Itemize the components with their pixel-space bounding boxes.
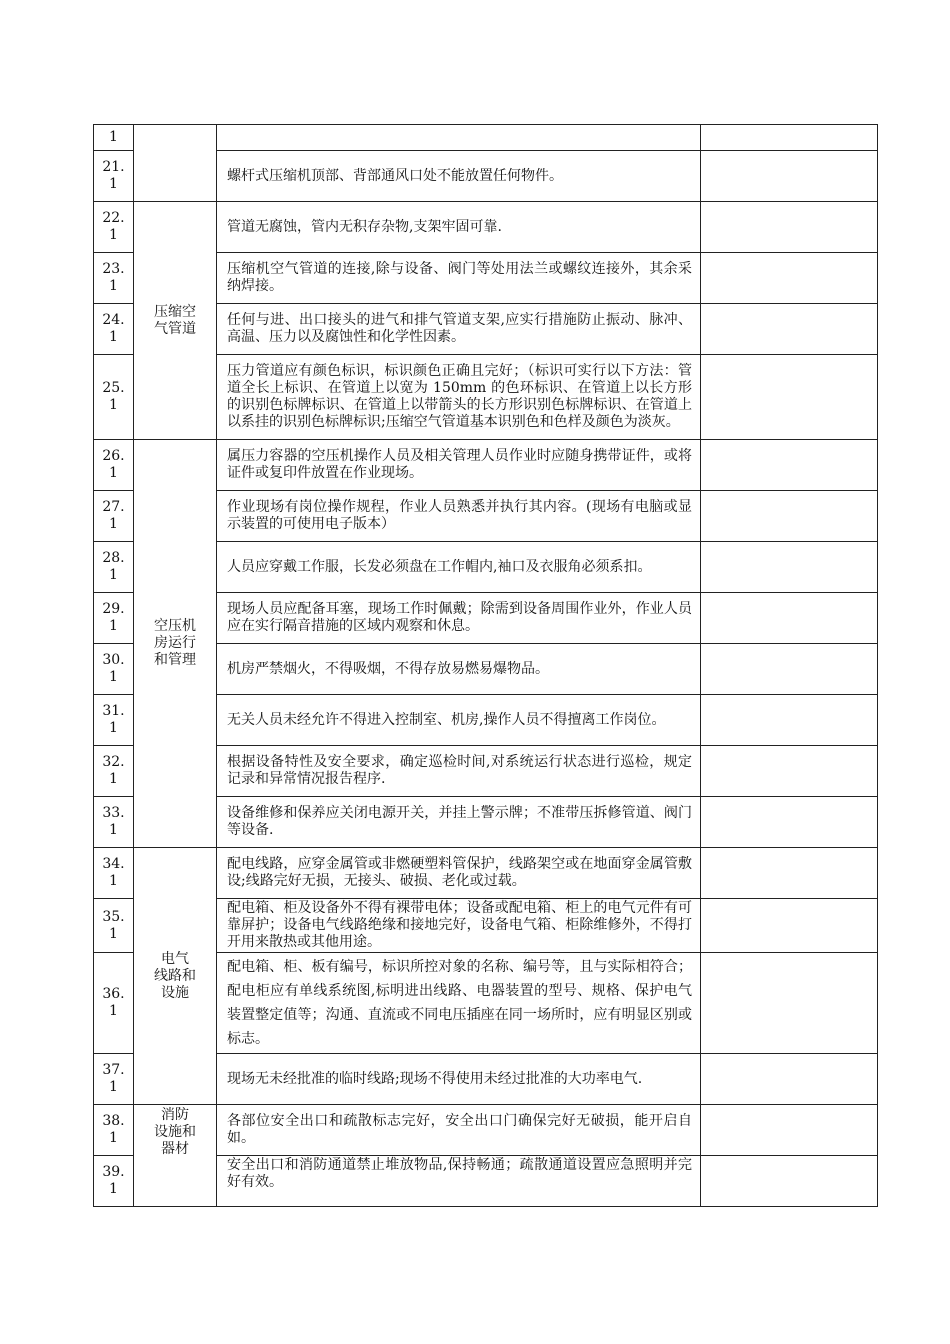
requirement-text	[217, 125, 701, 151]
requirement-text: 任何与进、出口接头的进气和排气管道支架,应实行措施防止振动、脉冲、高温、压力以及腐蚀性和化学性因素。	[217, 304, 701, 355]
requirement-text: 现场人员应配备耳塞，现场工作时佩戴；除需到设备周围作业外，作业人员应在实行隔音措施的区域内观察和休息。	[217, 593, 701, 644]
remark-cell	[701, 593, 878, 644]
remark-cell	[701, 953, 878, 1054]
remark-cell	[701, 1156, 878, 1207]
row-number: 24. 1	[94, 304, 134, 355]
row-number: 34. 1	[94, 848, 134, 899]
row-number: 21. 1	[94, 151, 134, 202]
remark-cell	[701, 304, 878, 355]
requirement-text: 无关人员未经允许不得进入控制室、机房,操作人员不得擅离工作岗位。	[217, 695, 701, 746]
row-number: 30. 1	[94, 644, 134, 695]
remark-cell	[701, 848, 878, 899]
remark-cell	[701, 202, 878, 253]
requirement-text: 现场无未经批准的临时线路;现场不得使用未经过批准的大功率电气.	[217, 1054, 701, 1105]
remark-cell	[701, 746, 878, 797]
table-row	[94, 125, 878, 151]
requirement-text: 人员应穿戴工作服，长发必须盘在工作帽内,袖口及衣服角必须系扣。	[217, 542, 701, 593]
row-number: 23. 1	[94, 253, 134, 304]
row-number: 39. 1	[94, 1156, 134, 1207]
requirement-text: 配电箱、柜、板有编号，标识所控对象的名称、编号等，且与实际相符合；配电柜应有单线系统图,标明进出线路、电器装置的型号、规格、保护电气装置整定值等；沟通、直流或不同电压插座在同一场所时，应有明显区别或标志。	[217, 953, 701, 1054]
requirement-text: 机房严禁烟火，不得吸烟，不得存放易燃易爆物品。	[217, 644, 701, 695]
remark-cell	[701, 542, 878, 593]
row-number: 25. 1	[94, 355, 134, 440]
row-number: 35. 1	[94, 899, 134, 953]
requirement-text: 压力管道应有颜色标识，标识颜色正确且完好；（标识可实行以下方法：管道全长上标识、在管道上以宽为 150mm 的色环标识、在管道上以长方形的识别色标牌标识、在管道上以带箭头的长方形识别色标牌标识、在管道上以系挂的识别色标牌标识;压缩空气管道基本识别色和色样及颜色为淡灰。	[217, 355, 701, 440]
remark-cell	[701, 644, 878, 695]
table-row	[94, 1105, 878, 1156]
requirement-text: 作业现场有岗位操作规程，作业人员熟悉并执行其内容。(现场有电脑或显示装置的可使用电子版本）	[217, 491, 701, 542]
remark-cell	[701, 440, 878, 491]
remark-cell	[701, 899, 878, 953]
remark-cell	[701, 695, 878, 746]
table-row	[94, 202, 878, 253]
requirement-text: 压缩机空气管道的连接,除与设备、阀门等处用法兰或螺纹连接外，其余采纳焊接。	[217, 253, 701, 304]
requirement-text: 根据设备特性及安全要求，确定巡检时间,对系统运行状态进行巡检，规定记录和异常情况报告程序.	[217, 746, 701, 797]
remark-cell	[701, 125, 878, 151]
category-fire-equipment: 消防 设施和 器材	[134, 1105, 217, 1207]
category-compressed-air-pipe: 压缩空 气管道	[134, 202, 217, 440]
remark-cell	[701, 491, 878, 542]
row-number: 32. 1	[94, 746, 134, 797]
requirement-text: 属压力容器的空压机操作人员及相关管理人员作业时应随身携带证件，或将证件或复印件放置在作业现场。	[217, 440, 701, 491]
category-cell-empty	[134, 125, 217, 202]
requirement-text: 设备维修和保养应关闭电源开关，并挂上警示牌；不准带压拆修管道、阀门等设备.	[217, 797, 701, 848]
requirement-text: 配电线路，应穿金属管或非燃硬塑料管保护，线路架空或在地面穿金属管敷设;线路完好无损，无接头、破损、老化或过载。	[217, 848, 701, 899]
row-number: 31. 1	[94, 695, 134, 746]
category-machine-room-operation: 空压机 房运行 和管理	[134, 440, 217, 848]
remark-cell	[701, 253, 878, 304]
row-number: 26. 1	[94, 440, 134, 491]
remark-cell	[701, 355, 878, 440]
row-number: 1	[94, 125, 134, 151]
row-number: 29. 1	[94, 593, 134, 644]
row-number: 33. 1	[94, 797, 134, 848]
requirement-text: 安全出口和消防通道禁止堆放物品,保持畅通；疏散通道设置应急照明并完好有效。	[217, 1156, 701, 1207]
requirement-text: 管道无腐蚀，管内无积存杂物,支架牢固可靠.	[217, 202, 701, 253]
requirement-text: 配电箱、柜及设备外不得有裸带电体；设备或配电箱、柜上的电气元件有可靠屏护；设备电气线路绝缘和接地完好，设备电气箱、柜除维修外，不得打开用来散热或其他用途。	[217, 899, 701, 953]
requirement-text: 各部位安全出口和疏散标志完好，安全出口门确保完好无破损，能开启自如。	[217, 1105, 701, 1156]
remark-cell	[701, 1054, 878, 1105]
table-row	[94, 440, 878, 491]
remark-cell	[701, 151, 878, 202]
row-number: 37. 1	[94, 1054, 134, 1105]
row-number: 22. 1	[94, 202, 134, 253]
remark-cell	[701, 1105, 878, 1156]
row-number: 36. 1	[94, 953, 134, 1054]
table-row	[94, 848, 878, 899]
row-number: 38. 1	[94, 1105, 134, 1156]
remark-cell	[701, 797, 878, 848]
inspection-table	[93, 124, 878, 1207]
category-electrical-lines: 电气 线路和 设施	[134, 848, 217, 1105]
row-number: 28. 1	[94, 542, 134, 593]
requirement-text: 螺杆式压缩机顶部、背部通风口处不能放置任何物件。	[217, 151, 701, 202]
row-number: 27. 1	[94, 491, 134, 542]
